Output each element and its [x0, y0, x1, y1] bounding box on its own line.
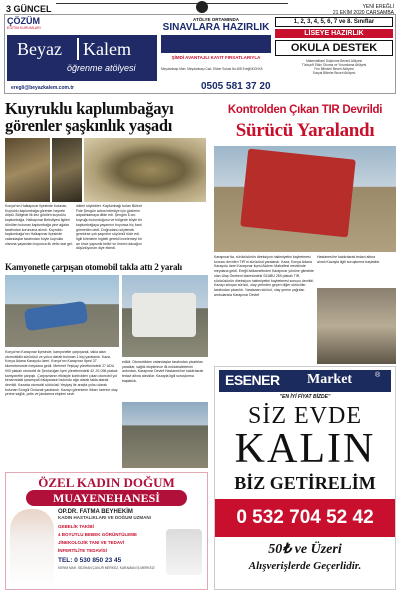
cozum-sub: EĞİTİM KURUMLARI: [7, 26, 41, 30]
ad-phone: 0505 581 37 20: [201, 81, 271, 92]
service-item: 4 BOYUTLU BEBEK GÖRÜNTÜLEME: [58, 532, 138, 537]
story1-col1: Konya'nın Halkapınar ilçesinde bulunan, Kuyruklu kaplumbağa görenler hayrete düştü. Bölgede ilk kez görülen kuyruklu kaplumbağa, Halkapınar Belediyesi ilgileri dönülen bulunan kaplumbağa yine ağalar tarafından korunuma alındı. Kuyruklu kaplumbağa'nın Halkapınar ilçesinde vatandaşlar tarafından böyle kuyruklu olanına yaşanılan boyunca ilk defa nazl gel-: [5, 204, 73, 246]
brand-block: [7, 35, 157, 81]
mid-title2: SINAVLARA HAZIRLIK: [162, 22, 270, 33]
story2-title: Kamyonetle çarpışan otomobil takla attı 2 yaralı: [5, 262, 182, 272]
brand-word1: Beyaz: [17, 39, 62, 59]
doctor-ad: [5, 472, 208, 590]
bullet-item: Sosyal Bilimler Beceri Atölyesi: [312, 71, 356, 75]
service-item: JİNEKOLOJİK TANI VE TEDAVİ: [58, 540, 125, 545]
story3-title1: Kontrolden Çıkan TIR Devrildi: [227, 104, 383, 116]
esener-line2: KALIN: [234, 426, 376, 472]
esener-slogan: "EN İYİ FİYAT BİZDE": [279, 394, 331, 400]
brand-sub: öğrenme atölyesi: [67, 63, 136, 73]
story2-photo-van: [122, 275, 208, 357]
story2-photo-car: [5, 275, 119, 347]
story3-col1: Karapınar'da, sürücüsünün direksiyon hakimiyetini kaybetmesi sonucu devrilen TIR'ın sürücüsü yaralandı. Kaza, Konya Adana Karayolu üzeri Karapınar ilçesi Akören Mahallesi mevkiinde meydana geldi. Ereğli istikametinden Karapınar yönüne gitmekte olan Ulaş Önekeni idaresindeki SZABU 259 plakalı TIR, sürücüsünün direksiyon hakimiyetini kaybetmesi sonucu devrildi. Kazayı sıkışan sürücü, olay yerinden geçen diğer sürücüler tarafından çıkarıldı. Yaralanan sürücü, olay yerine çağrılan ambulansla Karapınar Devlet: [214, 255, 314, 297]
beyaz-kalem-ad: [4, 14, 396, 94]
date-city: YENİ EREĞLİ: [362, 4, 394, 10]
story3-title2: Sürücü Yaralandı: [235, 120, 375, 141]
doctor-tel: TEL: 0 530 850 23 45: [58, 557, 122, 564]
story1-photo-hand: [5, 138, 50, 202]
esener-line1: SİZ EVDE: [248, 403, 362, 429]
email-text: eregli@beyazkalem.com.tr: [11, 85, 74, 91]
story3-photo-road: [317, 288, 396, 364]
mid-block: [161, 17, 271, 60]
logo-icon: [196, 1, 208, 13]
brand-word2: Kalem: [83, 39, 131, 59]
esener-brand2: Market: [307, 372, 353, 387]
story2-col1: Konya'nın Karapınar ilçesinde, kamyonetle çarpışarak, takla atan otomobildki sürücüsü ve yolcu olarak bulunan 1 kişi yaralandı. Kaza, Konya Adana Karayolu üzeri, Konya'nın Karapınar İlçesi 37. kilometresinde meydana geldi. Mehmet Yeşiçay yönetimindeki 27 ADU 900 plakalı otomobil ile Şenözüğan İşeri yönetimindeki 42 JG 096 plakalı kamyonetle çarpıştı. Çarpışmanın etkisiyle kontrolden çıkan otomobil yol kenarındaki şarampolü talayarasın bulundu ağa olarak takla atarak devrildi. Kazada otomobil sürücüsü Yeşiçay ile araçta yolcu olarak bulunan Songül Özdurak yaralandı. Kazayı görenlerin ihbarı üzerine olay yerine sağlık, polis ve jandarma ekipleri sevk: [5, 350, 118, 397]
doctor-address: KERIM MAH. SEZİHAN ÇUKUR MERKEZ, KARAMAN İŞ MERKEZİ: [58, 566, 155, 570]
esener-reg: ®: [375, 372, 381, 379]
okula-label: OKULA DESTEK: [275, 40, 393, 56]
doctor-photo: [10, 509, 54, 587]
page-label: 3 GÜNCEL: [6, 4, 52, 14]
bullet-item: Fen Bilimleri Beceri Atölyesi: [314, 67, 354, 71]
header-rule: [56, 3, 288, 4]
story1-title: Kuyruklu kaplumbağayı görenler şaşkınlık yaşadı: [5, 99, 174, 135]
date-text: 21 EKİM 2020 ÇARŞAMBA: [332, 10, 394, 16]
grades: 1, 2, 3, 4, 5, 6, 7 ve 8. Sınıflar: [275, 17, 393, 27]
story2-photo-scene: [122, 402, 208, 468]
doctor-title2: MUAYENEHANESİ: [53, 491, 160, 505]
esener-line5: Alışverişlerde Geçerlidir.: [248, 560, 362, 572]
service-item: İNFERTİLİTE TEDAVİSİ: [58, 548, 107, 553]
mid-kayit: ŞİMDİ AVANTAJLI KAYIT FIRSATLARIYLA: [171, 55, 261, 60]
mid-title1: ATÖLYE ORTAMINDA: [193, 17, 239, 22]
car-shape: [24, 301, 88, 331]
tir-shape: [240, 149, 356, 238]
bullet-item: Matematiksel Düşünme Becerii Atölyesi: [306, 59, 362, 63]
esener-phone: 0 532 704 52 42: [236, 507, 374, 528]
bullet-item: Türkçe/İl Etkin Okuma ve Yorumlama Atölyesi: [301, 63, 367, 67]
story3-col2: Hastanesi'ne kaldırılarak tedavi altına alındı.Kazayla ilgili soruşturma başlatıldı.: [317, 255, 381, 264]
story3-photo-tir: [214, 146, 396, 252]
esener-banner: [219, 370, 391, 392]
grades-block: [275, 17, 393, 75]
doctor-title2-bar: [26, 490, 187, 506]
esener-brand1: ESENER: [225, 372, 280, 388]
story2-col2: edildi. Otomobilden vatandaşlar tarafından çıkartılan yaralılar, sağlık ekiplerince ilk müdahalelerinin ardından, Karapınar Devlet Hastanesi'ne kaldırılarak tedavi altına alındılar. Kazayla ilgili soruşturma başlatıldı.: [122, 360, 204, 383]
esener-line4: 50₺ ve Üzeri: [268, 542, 342, 557]
doctor-name: OP.DR. FATMA BEYHEKİM: [58, 509, 133, 515]
story1-col2: dikleri söylediler. Kaplumbağı bulan Bülent Fide Şengün adına belediye için gözlerini adpalmlamaya dilde edi. Şengün 6 cm. kuyruğu bulunduğunu ve bölgede böyle bir kaplumbağaya yaşanırın boyunca hiç bant görmedim dedi. Doğrudanu söylemek gerekirse çok şaşırdım söyümü! tüde edi. İlgili birimlerin ingiteli gereki! incelemeyi bir an önce yapsınki belki! ve önemi olacağını düşünüyorum diye ekledi.: [76, 204, 142, 251]
address-text: Meydanbaşı Mah. Meydanbaşı Cad. Ekber Sokak No:8/B Ereğli/KONYA: [161, 67, 263, 71]
address-block: [161, 67, 271, 71]
ultrasound-device-image: [166, 529, 202, 575]
cozum-logo: [7, 16, 77, 32]
mid-info-box: [161, 35, 271, 53]
story1-photo-turtle: [84, 138, 206, 202]
story1-photo-side: [52, 138, 82, 202]
esener-line3: BİZ GETİRELİM: [234, 473, 376, 493]
esener-phone-bar: [215, 499, 395, 537]
doctor-title1: ÖZEL KADIN DOĞUM: [38, 475, 175, 490]
lise-label: LİSEYE HAZIRLIK: [275, 29, 393, 38]
brand-divider: [77, 38, 79, 60]
cozum-title: ÇÖZÜM: [7, 16, 40, 26]
esener-ad: [214, 366, 396, 590]
van-shape: [132, 293, 196, 337]
doctor-spec: KADIN HASTALIKLARI VE DOĞUM UZMANI: [58, 515, 151, 520]
service-item: GEBELİK TAKİBİ: [58, 524, 94, 529]
